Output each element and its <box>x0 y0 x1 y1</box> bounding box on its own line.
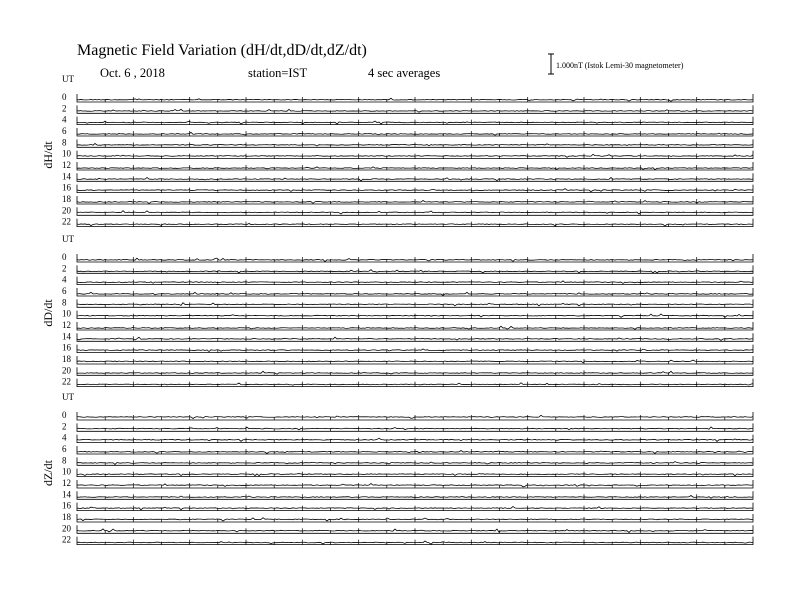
row-ticks <box>105 268 725 273</box>
row-hour-label: 20 <box>62 365 71 376</box>
row-hour-label: 16 <box>62 342 71 353</box>
row-hour-label: 6 <box>62 285 67 296</box>
row-hour-label: 18 <box>62 353 71 364</box>
panel-dzdt <box>41 392 753 545</box>
scale-bar <box>548 54 684 74</box>
row-hour-label: 10 <box>62 466 71 477</box>
row-hour-label: 10 <box>62 308 71 319</box>
panels <box>41 74 753 545</box>
row-hour-label: 14 <box>62 171 71 182</box>
panel-dhdt <box>41 74 753 227</box>
row-hour-label: 18 <box>62 193 71 204</box>
scale-bar-label: 1.000nT (Istok Lemi-30 magnetometer) <box>556 61 684 70</box>
chart-title: Magnetic Field Variation (dH/dt,dD/dt,dZ/dt) <box>77 42 367 59</box>
row-hour-label: 12 <box>62 319 71 330</box>
row-ticks <box>105 165 725 170</box>
row-hour-label: 2 <box>62 421 67 432</box>
ut-label: UT <box>62 74 74 84</box>
station-label: station=IST <box>248 66 308 80</box>
row-ticks <box>105 314 725 319</box>
row-hour-label: 6 <box>62 125 67 136</box>
row-hour-label: 4 <box>62 432 67 443</box>
row-hour-label: 16 <box>62 500 71 511</box>
row-hour-label: 2 <box>62 103 67 114</box>
row-hour-label: 20 <box>62 205 71 216</box>
date-label: Oct. 6 , 2018 <box>100 66 165 80</box>
row-ticks <box>105 540 725 545</box>
row-hour-label: 12 <box>62 477 71 488</box>
panel-axis-label: dH/dt <box>41 141 55 169</box>
row-hour-label: 10 <box>62 148 71 159</box>
row-hour-label: 2 <box>62 263 67 274</box>
row-hour-label: 8 <box>62 455 67 466</box>
row-hour-label: 4 <box>62 114 67 125</box>
averaging-label: 4 sec averages <box>368 66 441 80</box>
row-hour-label: 12 <box>62 159 71 170</box>
row-hour-label: 18 <box>62 511 71 522</box>
row-hour-label: 20 <box>62 523 71 534</box>
row-hour-label: 0 <box>62 92 67 102</box>
ut-label: UT <box>62 234 74 244</box>
row-hour-label: 22 <box>62 534 71 545</box>
row-hour-label: 4 <box>62 274 67 285</box>
ut-label: UT <box>62 392 74 402</box>
row-hour-label: 6 <box>62 443 67 454</box>
row-hour-label: 0 <box>62 252 67 262</box>
row-hour-label: 22 <box>62 376 71 387</box>
row-hour-label: 8 <box>62 137 67 148</box>
panel-axis-label: dZ/dt <box>41 460 55 486</box>
row-ticks <box>105 415 725 420</box>
row-hour-label: 14 <box>62 331 71 342</box>
row-hour-label: 16 <box>62 182 71 193</box>
panel-dddt <box>41 234 753 387</box>
row-hour-label: 22 <box>62 216 71 227</box>
row-hour-label: 0 <box>62 410 67 420</box>
row-hour-label: 14 <box>62 489 71 500</box>
panel-axis-label: dD/dt <box>41 299 55 327</box>
row-hour-label: 8 <box>62 297 67 308</box>
